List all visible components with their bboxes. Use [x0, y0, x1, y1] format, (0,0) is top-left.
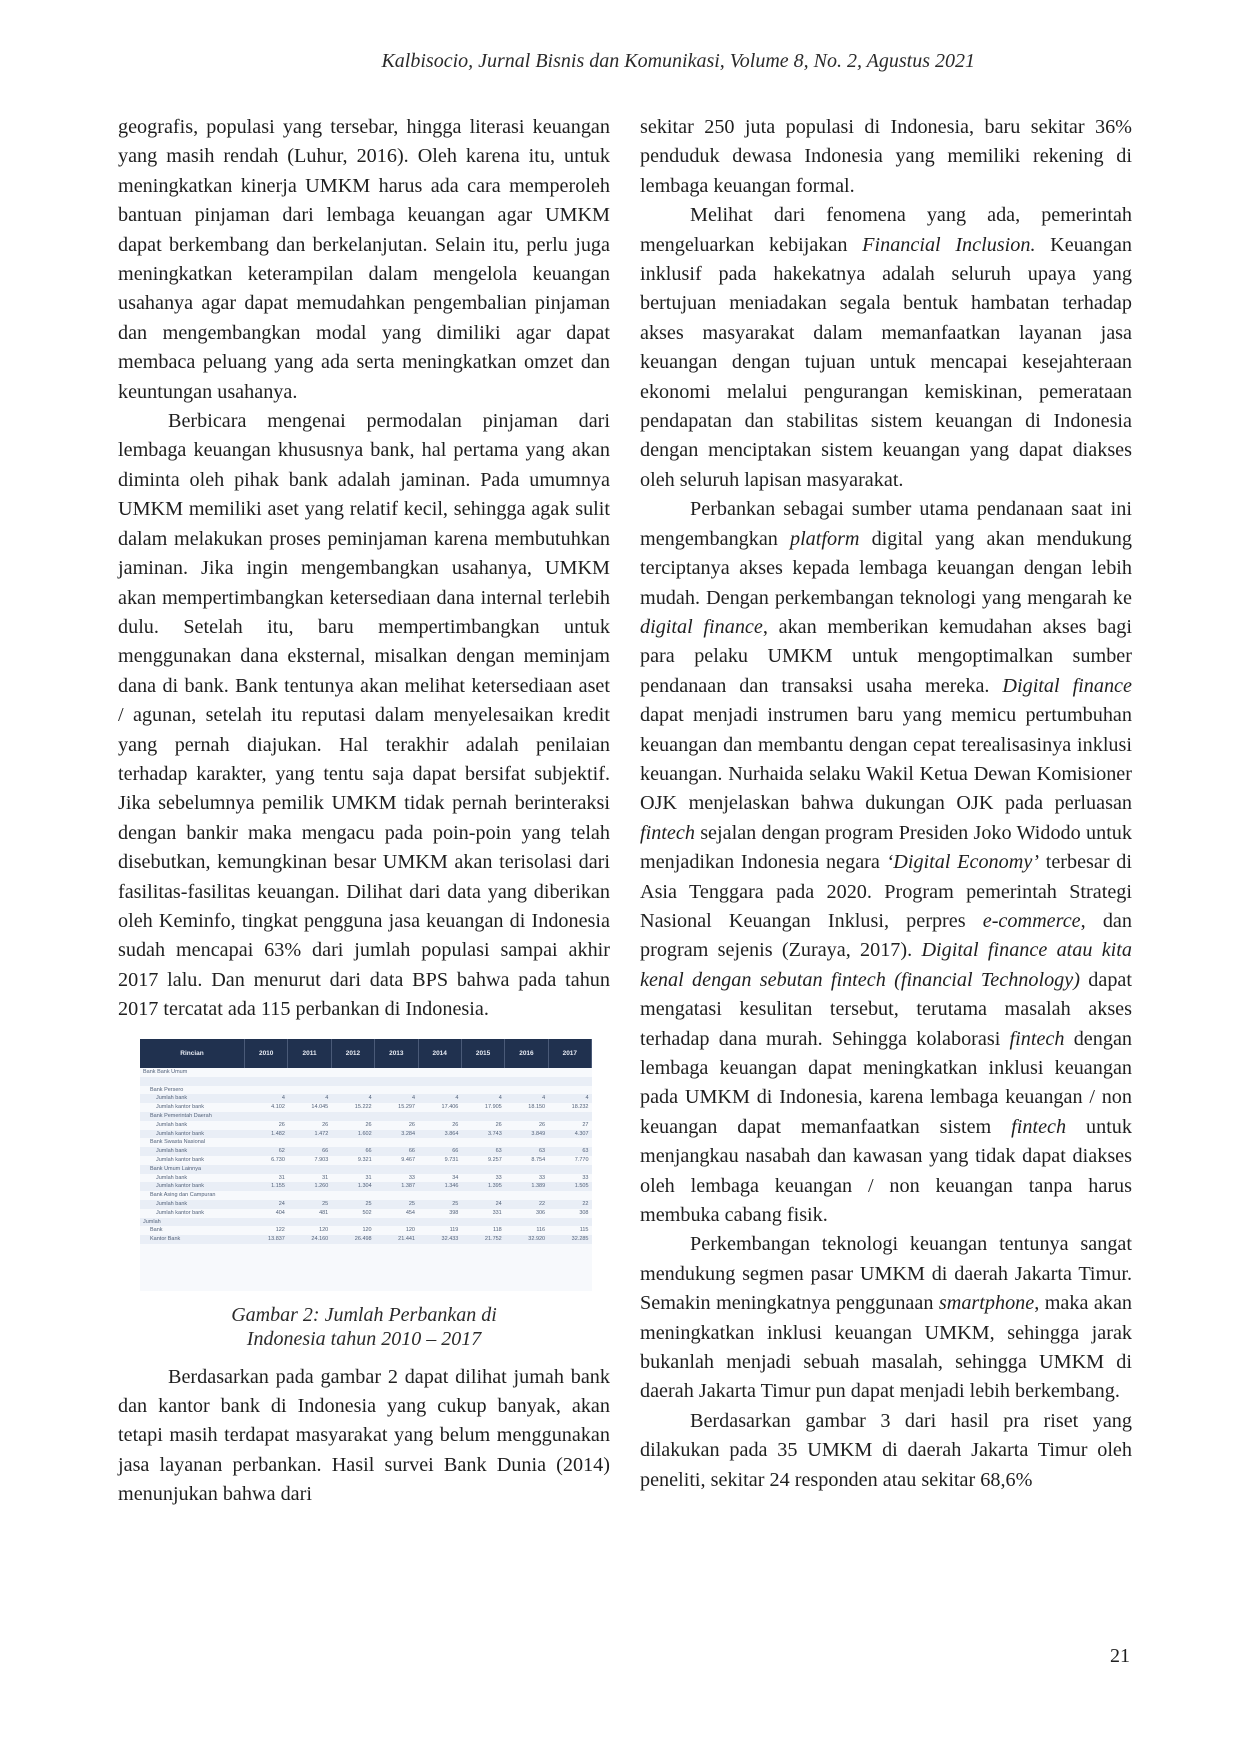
table-row — [140, 1156, 592, 1165]
table-row — [140, 1121, 592, 1130]
table-cell — [548, 1086, 591, 1095]
table-cell: 306 — [535, 1209, 546, 1216]
table-cell: 25 — [418, 1200, 461, 1209]
table-header-cell: 2010 — [245, 1039, 288, 1068]
table-cell — [375, 1077, 418, 1086]
caption-line: Gambar 2: Jumlah Perbankan di — [231, 1303, 497, 1326]
table-cell — [505, 1086, 548, 1095]
table-cell: 9.467 — [401, 1156, 415, 1163]
table-cell: 25 — [288, 1200, 331, 1209]
table-row — [140, 1235, 592, 1244]
table-cell — [288, 1165, 331, 1174]
table-cell — [548, 1077, 591, 1086]
table-cell: 24.160 — [288, 1235, 331, 1244]
table-cell — [418, 1086, 461, 1095]
table-row — [140, 1165, 592, 1174]
italic-term: fintech — [1011, 1115, 1067, 1138]
table-cell: 31 — [365, 1174, 372, 1181]
table-row — [140, 1103, 592, 1112]
table-cell — [548, 1138, 591, 1147]
table-cell — [288, 1068, 331, 1077]
text: dengan lembaga keuangan dapat meningkatkan inklusi keuangan pada UMKM di Indonesia, karena lembaga keuangan / non keuangan dapat memanfaatkan sistem — [640, 1027, 1132, 1138]
table-cell — [375, 1068, 418, 1077]
table-cell — [288, 1138, 331, 1147]
table-row — [140, 1068, 592, 1077]
table-row-label: Bank Swasta Nasional — [150, 1139, 206, 1146]
table-row — [140, 1200, 592, 1209]
table-header-cell: 2016 — [505, 1039, 548, 1068]
table-cell — [331, 1086, 374, 1095]
text: Perbankan sebagai sumber utama pendanaan saat ini mengembangkan — [640, 498, 1132, 550]
table-cell — [375, 1165, 418, 1174]
table-cell — [418, 1138, 461, 1147]
table-cell: 4 — [505, 1094, 548, 1103]
table-row — [140, 1138, 592, 1147]
italic-term: fintech — [640, 821, 695, 844]
table-cell: 26 — [408, 1121, 415, 1128]
table-row-label: Jumlah kantor bank — [140, 1182, 245, 1191]
table-cell: 66 — [288, 1147, 331, 1156]
table-cell — [548, 1218, 591, 1227]
table-cell: 1.346 — [418, 1182, 461, 1191]
table-cell: 26 — [495, 1121, 502, 1128]
table-cell: 1.602 — [331, 1130, 374, 1139]
table-cell — [375, 1086, 418, 1095]
table-cell — [288, 1077, 331, 1086]
table-cell — [548, 1165, 591, 1174]
table-cell: 3.864 — [418, 1130, 461, 1139]
table-cell: 120 — [319, 1227, 329, 1234]
table-header-row — [140, 1039, 592, 1068]
text: Perkembangan teknologi keuangan tentunya sangat mendukung segmen pasar UMKM di daerah Jakarta Timur. Semakin meningkatnya penggunaan — [640, 1233, 1132, 1315]
table-row-label — [140, 1077, 245, 1086]
table-cell: 1.482 — [245, 1130, 288, 1139]
table-cell: 31 — [278, 1174, 285, 1181]
table-cell: 3.284 — [375, 1130, 418, 1139]
table-row-label: Jumlah kantor bank — [156, 1156, 204, 1163]
bank-count-table — [140, 1039, 592, 1244]
table-cell — [288, 1191, 331, 1200]
table-header-cell: 2012 — [331, 1039, 374, 1068]
table-row-label: Bank Umum Lainnya — [140, 1165, 245, 1174]
table-cell: 33 — [539, 1174, 546, 1181]
table-cell: 26 — [452, 1121, 459, 1128]
table-cell: 1.389 — [505, 1182, 548, 1191]
table-row-label: Jumlah kantor bank — [156, 1209, 204, 1216]
table-cell: 15.222 — [354, 1104, 372, 1111]
italic-term: Digital finance — [1002, 674, 1132, 697]
table-row-label: Bank — [150, 1227, 163, 1234]
table-row-label: Jumlah bank — [140, 1200, 245, 1209]
text: dapat menjadi instrumen baru yang memicu pertumbuhan keuangan dan membantu dengan cepat terealisasinya inklusi keuangan. Nurhaida selaku Wakil Ketua Dewan Komisioner OJK menjelaskan bahwa dukungan OJK pada perluasan — [640, 704, 1132, 815]
table-cell: 119 — [449, 1227, 459, 1234]
table-row — [140, 1094, 592, 1103]
table-row-label: Bank Bank Umum — [143, 1069, 188, 1075]
table-cell — [505, 1191, 548, 1200]
table-cell: 32.285 — [548, 1235, 591, 1244]
table-cell — [331, 1068, 374, 1077]
table-cell: 9.731 — [444, 1156, 459, 1163]
table-header-cell: 2017 — [548, 1039, 591, 1068]
table-cell — [418, 1165, 461, 1174]
table-cell — [375, 1112, 418, 1121]
table-row — [140, 1191, 592, 1200]
table-cell: 24 — [245, 1200, 288, 1209]
paragraph: Berdasarkan gambar 3 dari hasil pra riset yang dilakukan pada 35 UMKM di daerah Jakarta Timur oleh peneliti, sekitar 24 responden atau sekitar 68,6% — [640, 1409, 1132, 1491]
table-cell — [418, 1112, 461, 1121]
right-column — [640, 113, 1132, 1495]
table-cell: 4.102 — [271, 1104, 285, 1111]
table-cell — [461, 1086, 504, 1095]
table-cell: 4 — [331, 1094, 374, 1103]
table-cell: 404 — [275, 1209, 285, 1216]
table-cell: 1.304 — [331, 1182, 374, 1191]
table-cell: 25 — [375, 1200, 418, 1209]
table-cell: 1.387 — [375, 1182, 418, 1191]
table-cell: 3.849 — [505, 1130, 548, 1139]
table-cell — [245, 1068, 288, 1077]
table-cell: 1.505 — [548, 1182, 591, 1191]
table-cell: 15.297 — [398, 1104, 415, 1111]
table-cell: 21.752 — [461, 1235, 504, 1244]
table-row-label: Jumlah bank — [140, 1094, 245, 1103]
table-cell — [375, 1218, 418, 1227]
table-cell: 481 — [319, 1209, 329, 1216]
table-cell: 4 — [288, 1094, 331, 1103]
table-cell — [418, 1068, 461, 1077]
table-cell — [245, 1165, 288, 1174]
table-cell — [245, 1086, 288, 1095]
table-cell — [245, 1112, 288, 1121]
table-cell: 26 — [322, 1121, 329, 1128]
table-cell: 66 — [375, 1147, 418, 1156]
table-cell: 18.150 — [528, 1104, 546, 1111]
table-cell: 8.754 — [531, 1156, 546, 1163]
table-cell: 6.730 — [271, 1156, 285, 1163]
table-cell — [331, 1112, 374, 1121]
paragraph: Berdasarkan pada gambar 2 dapat dilihat jumah bank dan kantor bank di Indonesia yang cukup banyak, akan tetapi masih terdapat masyarakat yang belum menggunakan jasa layanan perbankan. Hasil survei Bank Dunia (2014) menunjukan bahwa dari — [118, 1365, 610, 1506]
table-cell: 398 — [449, 1209, 459, 1216]
table-cell: 7.770 — [574, 1156, 589, 1163]
table-cell: 17.905 — [484, 1104, 502, 1111]
text: , maka akan meningkatkan inklusi keuangan UMKM, sehingga jarak bukanlah menjadi sebuah masalah, sehingga UMKM di daerah Jakarta Timur pun dapat menjadi lebih berkembang. — [640, 1292, 1132, 1403]
table-row — [140, 1086, 592, 1095]
table-row-label: Jumlah bank — [156, 1121, 188, 1128]
table-cell: 454 — [405, 1209, 415, 1216]
table-cell: 26 — [539, 1121, 546, 1128]
left-column — [118, 113, 610, 1510]
journal-header: Kalbisocio, Jurnal Bisnis dan Komunikasi, Volume 8, No. 2, Agustus 2021 — [381, 50, 975, 72]
table-cell — [505, 1077, 548, 1086]
table-cell — [331, 1138, 374, 1147]
table-cell: 1.155 — [245, 1182, 288, 1191]
table-cell: 63 — [548, 1147, 591, 1156]
table-header-cell: 2011 — [288, 1039, 331, 1068]
bank-count-table-figure — [140, 1039, 592, 1291]
table-row — [140, 1112, 592, 1121]
table-cell — [375, 1191, 418, 1200]
table-cell: 27 — [582, 1121, 589, 1128]
text: sejalan dengan program Presiden Joko Widodo untuk menjadikan Indonesia negara — [640, 821, 1132, 874]
table-cell: 3.743 — [461, 1130, 504, 1139]
table-cell — [548, 1068, 591, 1077]
table-cell — [461, 1068, 504, 1077]
italic-term: digital finance — [640, 615, 763, 638]
table-cell: 63 — [505, 1147, 548, 1156]
table-cell: 17.406 — [441, 1104, 459, 1111]
table-cell — [245, 1077, 288, 1086]
table-cell — [548, 1191, 591, 1200]
table-cell — [375, 1138, 418, 1147]
table-row — [140, 1209, 592, 1218]
table-cell: 4 — [245, 1094, 288, 1103]
text: Keuangan inklusif pada hakekatnya adalah seluruh upaya yang bertujuan meniadakan segala bentuk hambatan terhadap akses masyarakat dalam memanfaatkan layanan jasa keuangan dengan tujuan untuk mencapai kesejahteraan ekonomi melalui pengurangan kemiskinan, pemerataan pendapatan dan stabilitas sistem keuangan di Indonesia dengan menciptakan sistem keuangan yang dapat diakses oleh seluruh lapisan masyarakat. — [640, 233, 1132, 491]
table-cell: 120 — [362, 1227, 372, 1234]
table-row — [140, 1147, 592, 1156]
table-cell: 24 — [461, 1200, 504, 1209]
table-cell — [331, 1165, 374, 1174]
paragraph — [640, 1230, 1132, 1406]
table-cell: 33 — [408, 1174, 415, 1181]
table-row — [140, 1077, 592, 1086]
caption-line: Indonesia tahun 2010 – 2017 — [246, 1327, 482, 1350]
table-cell: 63 — [461, 1147, 504, 1156]
table-cell: 7.903 — [314, 1156, 329, 1163]
text: dapat mengatasi kesulitan tersebut, terutama masalah akses terhadap dana murah. Sehingga kolaborasi — [640, 968, 1132, 1050]
table-cell — [505, 1218, 548, 1227]
table-row-label: Bank Pemerintah Daerah — [140, 1112, 245, 1121]
table-cell — [245, 1218, 288, 1227]
table-cell — [461, 1191, 504, 1200]
table-header-cell: 2014 — [418, 1039, 461, 1068]
page-number: 21 — [1110, 1645, 1130, 1667]
text: , dan program sejenis (Zuraya, 2017). — [640, 909, 1132, 962]
italic-term: smartphone — [938, 1292, 1035, 1315]
table-row — [140, 1226, 592, 1235]
text: Melihat dari fenomena yang ada, pemerintah mengeluarkan kebijakan — [640, 204, 1132, 256]
paragraph: Berbicara mengenai permodalan pinjaman dari lembaga keuangan khususnya bank, hal pertama yang akan diminta oleh pihak bank adalah jaminan. Pada umumnya UMKM memiliki aset yang relatif kecil, sehingga agak sulit dalam melakukan proses peminjaman karena membutuhkan jaminan. Jika ingin mengembangkan usahanya, UMKM akan mempertimbangkan ketersediaan dana internal terlebih dulu. Setelah itu, baru mempertimbangkan untuk menggunakan dana eksternal, misalkan dengan meminjam dana di bank. Bank tentunya akan melihat ketersediaan aset / agunan, setelah itu reputasi dalam menyelesaikan kredit yang pernah diajukan. Hal terakhir adalah penilaian terhadap karakter, yang tentu saja dapat bersifat subjektif. Jika sebelumnya pemilik UMKM tidak pernah berinteraksi dengan bankir maka mengacu pada poin-poin yang telah disebutkan, kemungkinan besar UMKM akan terisolasi dari fasilitas-fasilitas keuangan. Dilihat dari data yang diberikan oleh Keminfo, tingkat pengguna jasa keuangan di Indonesia sudah mencapai 63% dari jumlah populasi sampai akhir 2017 lalu. Dan menurut dari data BPS bahwa pada tahun 2017 tercatat ada 115 perbankan di Indonesia. — [118, 410, 610, 1021]
table-cell: 22 — [505, 1200, 548, 1209]
paragraph: geografis, populasi yang tersebar, hingga literasi keuangan yang masih rendah (Luhur, 2016). Oleh karena itu, untuk meningkatkan kinerja UMKM harus ada cara memperoleh bantuan pinjaman dari lembaga keuangan agar UMKM dapat berkembang dan berkelanjutan. Selain itu, perlu juga meningkatkan keterampilan dalam mengelola keuangan usahanya agar dapat memudahkan pengembalian pinjaman dan mengembangkan modal yang dimiliki agar dapat membaca peluang yang ada serta meningkatkan omzet dan keuntungan usahanya. — [118, 116, 610, 403]
table-row-label: Jumlah bank — [140, 1147, 245, 1156]
table-row — [140, 1218, 592, 1227]
italic-term: ‘Digital Economy’ — [886, 851, 1040, 874]
table-cell: 14.045 — [311, 1104, 329, 1111]
table-row-label: Jumlah — [140, 1218, 245, 1227]
table-cell — [418, 1191, 461, 1200]
table-cell — [288, 1218, 331, 1227]
table-cell: 9.321 — [357, 1156, 372, 1163]
table-cell: 62 — [245, 1147, 288, 1156]
table-cell: 32.920 — [505, 1235, 548, 1244]
table-cell: 4 — [418, 1094, 461, 1103]
table-cell — [288, 1086, 331, 1095]
figure-caption — [118, 1303, 610, 1351]
table-header-cell: Rincian — [140, 1039, 245, 1068]
text: untuk menjangkau nasabah dan kawasan yang tidak dapat diakses oleh lembaga keuangan / non keuangan tanpa harus membuka cabang fisik. — [640, 1115, 1132, 1227]
table-cell — [461, 1165, 504, 1174]
table-cell: 21.441 — [375, 1235, 418, 1244]
table-cell — [418, 1077, 461, 1086]
table-row-label: Jumlah kantor bank — [140, 1130, 245, 1139]
table-cell: 4 — [375, 1094, 418, 1103]
table-cell: 116 — [536, 1227, 546, 1234]
table-body — [140, 1068, 592, 1244]
table-cell: 66 — [418, 1147, 461, 1156]
table-cell: 32.433 — [418, 1235, 461, 1244]
table-cell — [331, 1077, 374, 1086]
table-cell: 26 — [365, 1121, 372, 1128]
table-cell: 26.498 — [331, 1235, 374, 1244]
table-cell: 502 — [362, 1209, 372, 1216]
table-cell: 1.260 — [288, 1182, 331, 1191]
table-cell — [331, 1218, 374, 1227]
table-cell — [505, 1068, 548, 1077]
table-cell: 9.257 — [487, 1156, 502, 1163]
table-cell: 1.395 — [461, 1182, 504, 1191]
table-cell — [505, 1138, 548, 1147]
table-cell: 13.837 — [245, 1235, 288, 1244]
text: , akan memberikan kemudahan akses bagi para pelaku UMKM untuk mengoptimalkan sumber pendanaan dan transaksi usaha mereka. — [640, 615, 1133, 697]
table-row-label: Jumlah bank — [156, 1174, 188, 1181]
table-cell: 33 — [582, 1174, 589, 1181]
table-cell — [461, 1218, 504, 1227]
table-cell — [245, 1138, 288, 1147]
table-cell: 4.307 — [548, 1130, 591, 1139]
table-row-label: Bank Persero — [150, 1086, 184, 1093]
table-header-cell: 2015 — [461, 1039, 504, 1068]
table-cell — [461, 1112, 504, 1121]
table-row-label: Bank Asing dan Campuran — [150, 1192, 216, 1199]
table-cell: 118 — [492, 1227, 502, 1234]
table-cell — [245, 1191, 288, 1200]
italic-term: Financial Inclusion. — [862, 233, 1036, 256]
table-cell: 4 — [548, 1094, 591, 1103]
table-cell — [505, 1165, 548, 1174]
table-cell — [331, 1191, 374, 1200]
table-cell: 115 — [579, 1227, 589, 1234]
table-cell: 120 — [405, 1227, 415, 1234]
table-cell — [461, 1077, 504, 1086]
table-cell: 122 — [275, 1227, 285, 1234]
table-cell — [288, 1112, 331, 1121]
table-cell: 18.232 — [571, 1104, 589, 1111]
italic-term: e-commerce — [982, 909, 1081, 932]
table-cell: 25 — [331, 1200, 374, 1209]
table-cell: 331 — [492, 1209, 502, 1216]
table-cell: 4 — [461, 1094, 504, 1103]
table-cell: 66 — [331, 1147, 374, 1156]
table-row-label: Jumlah kantor bank — [156, 1104, 204, 1111]
table-cell — [418, 1218, 461, 1227]
table-cell: 34 — [452, 1174, 459, 1181]
paragraph — [640, 201, 1132, 495]
table-cell: 33 — [495, 1174, 502, 1181]
italic-term: platform — [789, 527, 860, 550]
table-row-label: Kantor Bank — [140, 1235, 245, 1244]
table-header-cell: 2013 — [375, 1039, 418, 1068]
table-row — [140, 1174, 592, 1183]
text: digital yang akan mendukung terciptanya akses kepada lembaga keuangan dengan lebih mudah. Dengan perkembangan teknologi yang mengarah ke — [640, 527, 1132, 609]
table-row — [140, 1182, 592, 1191]
table-cell: 308 — [579, 1209, 589, 1216]
table-cell — [548, 1112, 591, 1121]
text: terbesar di Asia Tenggara pada 2020. Program pemerintah Strategi Nasional Keuangan Inklusi, perpres — [640, 851, 1132, 932]
table-cell: 31 — [322, 1174, 329, 1181]
table-cell — [505, 1112, 548, 1121]
table-cell — [461, 1138, 504, 1147]
italic-term: fintech — [1009, 1027, 1065, 1050]
table-cell: 1.472 — [288, 1130, 331, 1139]
italic-term: Digital finance atau kita kenal dengan sebutan fintech (financial Technology) — [640, 939, 1132, 991]
table-cell: 22 — [548, 1200, 591, 1209]
paragraph: sekitar 250 juta populasi di Indonesia, baru sekitar 36% penduduk dewasa Indonesia yang memiliki rekening di lembaga keuangan formal. — [640, 116, 1132, 197]
table-row — [140, 1130, 592, 1139]
paragraph — [640, 495, 1132, 1230]
table-cell: 26 — [278, 1121, 285, 1128]
